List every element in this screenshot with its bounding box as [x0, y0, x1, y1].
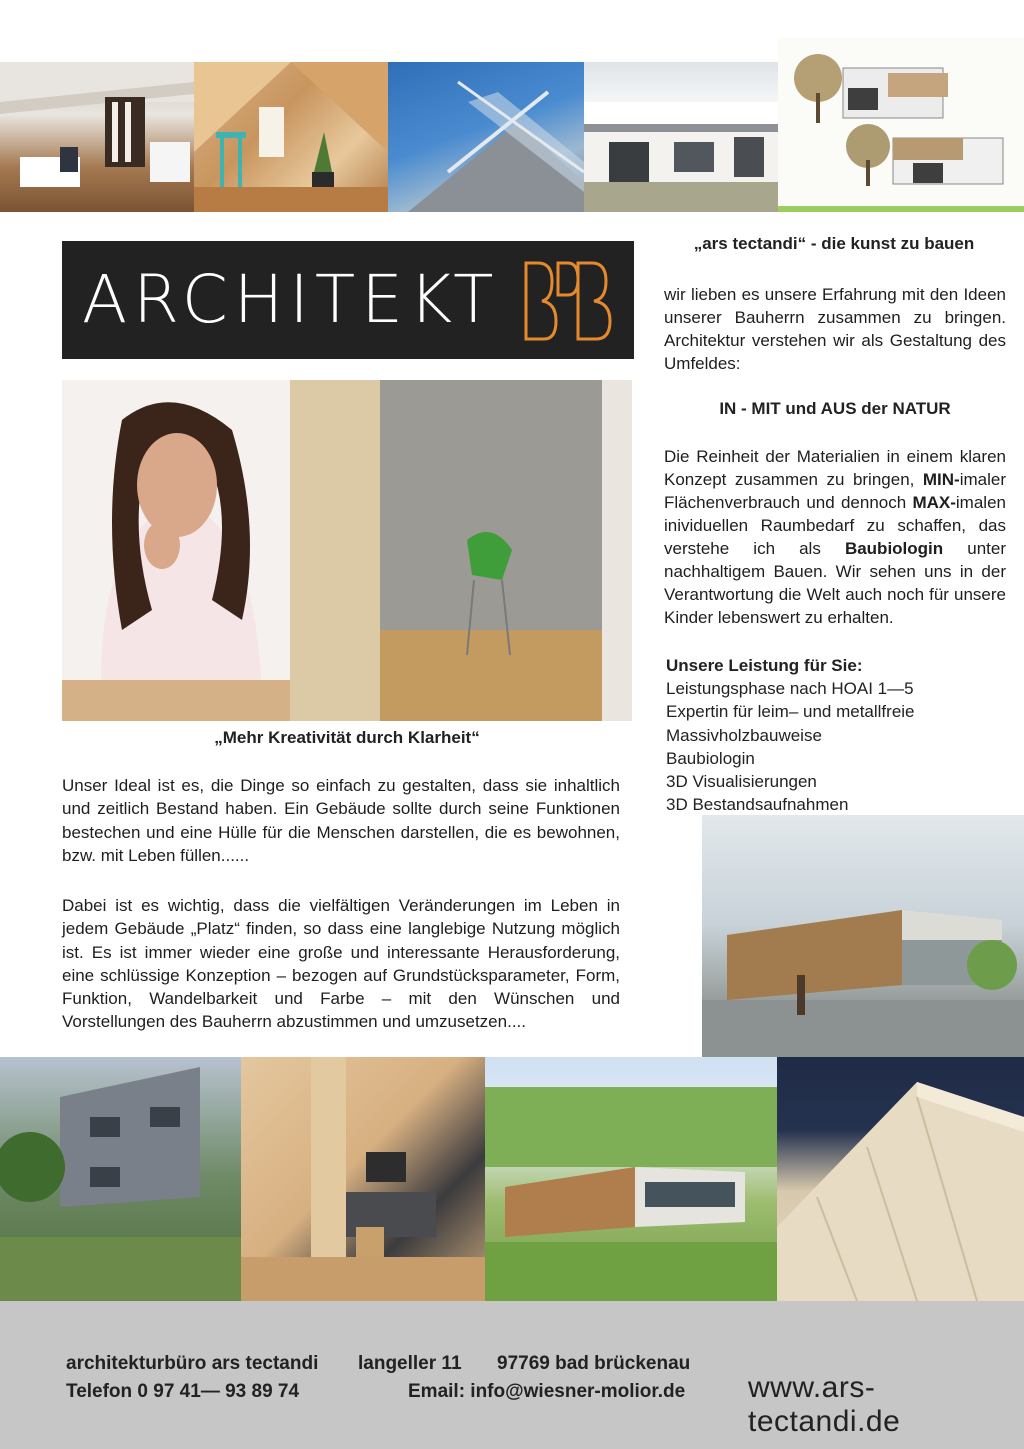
photo-flat-roof-house: [584, 62, 778, 212]
bdb-monogram-icon: [520, 259, 616, 343]
photo-modern-villa: [0, 1057, 241, 1301]
max-emphasis: MAX-: [912, 493, 956, 512]
philosophy-paragraph: Dabei ist es wichtig, dass die vielfältigen Veränderungen im Leben in jedem Gebäude „Platz“ finden, so dass eine langlebige Nutzung möglich ist. Es ist immer wieder eine große und interessante Herausforderung, eine schlüssige Konzeption – bezogen auf Grundstücksparameter, Form, Funktion, Wandelbarkeit und Farbe – mit den Wünschen und Vorstellungen des Bauherrn abzustimmen und umzusetzen....: [62, 896, 620, 1032]
service-item: 3D Visualisierungen: [666, 772, 817, 792]
quote: „Mehr Kreativität durch Klarheit“: [214, 728, 480, 747]
city-address: 97769 bad brückenau: [497, 1353, 691, 1374]
photo-residential-complex: [485, 1057, 777, 1301]
service-item: Massivholzbauweise: [666, 725, 822, 745]
office-name: architekturbüro ars tectandi: [66, 1353, 319, 1374]
motto-heading: IN - MIT und AUS der NATUR: [719, 399, 951, 418]
photo-timber-facade: [777, 1057, 1024, 1301]
contact-footer: [0, 1301, 1024, 1449]
photo-glass-roof: [388, 62, 584, 212]
right-column-title: „ars tectandi“ - die kunst zu bauen: [693, 234, 975, 253]
services-heading: Unsere Leistung für Sie:: [666, 656, 863, 675]
photo-architect-portrait: [62, 380, 632, 721]
photo-loft-interior: [0, 62, 194, 212]
materials-paragraph: [664, 445, 1006, 629]
photo-wood-attic: [194, 62, 388, 212]
services-list: [666, 654, 1006, 816]
website-link[interactable]: www.ars-tectandi.de: [748, 1371, 901, 1438]
logo-text: ARCHITEKT: [82, 261, 500, 338]
phone-number: Telefon 0 97 41— 93 89 74: [66, 1381, 300, 1402]
photo-building-render: [702, 815, 1024, 1057]
materials-text: Die Reinheit der Materialien in einem klaren Konzept zusammen zu bringen,: [664, 447, 1006, 489]
photo-wood-living-room: [241, 1057, 485, 1301]
materials-text: unter nachhaltigem Bauen. Wir sehen uns in der Verantwortung die Welt auch noch für unsere Kinder lebenswert zu erhalten.: [664, 539, 1006, 627]
service-item: 3D Bestandsaufnahmen: [666, 795, 849, 815]
photo-house-renderings: [778, 38, 1024, 212]
baubiologin-emphasis: Baubiologin: [844, 539, 944, 558]
materials-text: imalen inividuellen Raumbedarf zu schaffen, das verstehe ich als: [664, 493, 1006, 558]
email-address[interactable]: Email: info@wiesner-molior.de: [408, 1381, 686, 1402]
min-emphasis: MIN-: [922, 470, 960, 489]
right-intro-paragraph: wir lieben es unsere Erfahrung mit den Ideen unserer Bauherrn zusammen zu bringen. Architektur verstehen wir als Gestaltung des Umfeldes:: [664, 285, 1006, 373]
street-address: langeller 11: [358, 1353, 462, 1374]
service-item: Expertin für leim– und metallfreie: [666, 702, 915, 722]
service-item: Baubiologin: [666, 748, 755, 768]
architect-logo: [62, 241, 634, 359]
intro-paragraph: Unser Ideal ist es, die Dinge so einfach zu gestalten, dass sie inhaltlich und zeitlich Bestand haben. Ein Gebäude sollte durch seine Funktionen bestechen und eine Hülle für die Menschen darstellen, die es bewohnen, bzw. mit Leben füllen......: [62, 776, 620, 865]
service-item: Leistungsphase nach HOAI 1—5: [666, 679, 914, 699]
materials-text: imaler Flächenverbrauch und dennoch: [664, 470, 1006, 512]
